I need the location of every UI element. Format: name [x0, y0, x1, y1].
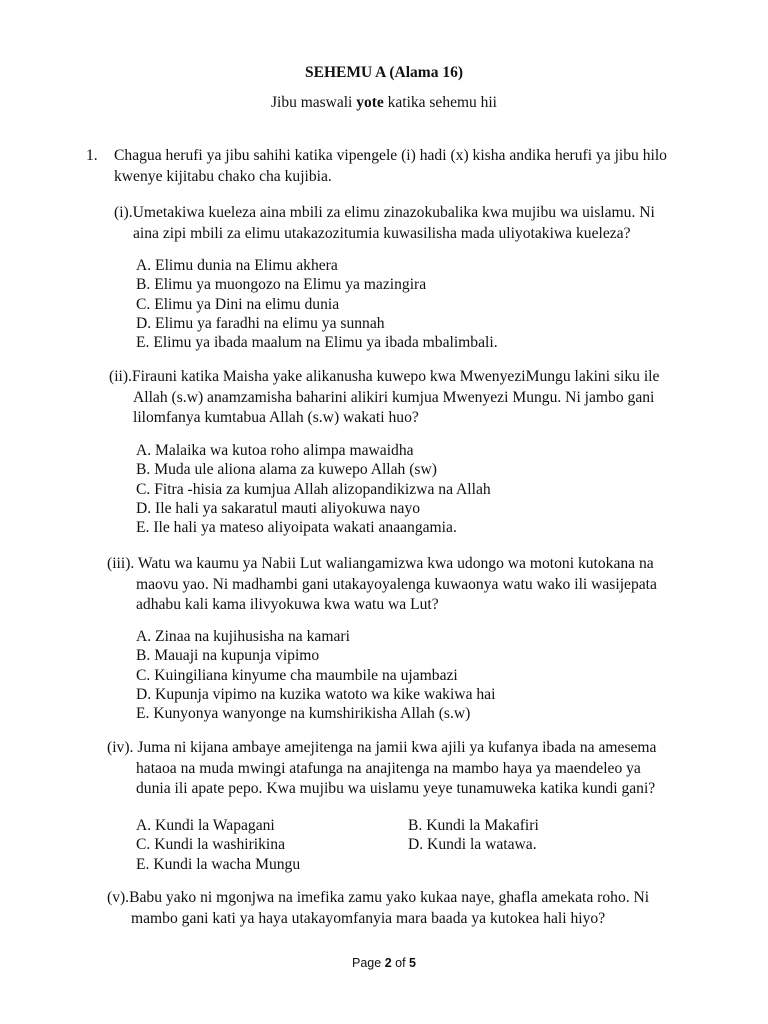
question-number: 1. — [86, 147, 98, 164]
option-a: A. Kundi la Wapagani — [136, 817, 275, 834]
page-footer — [0, 953, 768, 973]
item-ii — [109, 367, 659, 429]
item-label: (iv). — [107, 739, 134, 756]
section-title: SEHEMU A (Alama 16) — [304, 64, 464, 81]
item-line: mambo gani kati ya haya utakayomfanyia mara baada ya kutokea hali hiyo? — [131, 909, 606, 927]
option-d: D. Kupunja vipimo na kuzika watoto wa kike wakiwa hai — [136, 685, 496, 703]
instruction-suffix: katika sehemu hii — [383, 94, 497, 111]
item-line: lilomfanya kumtabua Allah (s.w) wakati huo? — [133, 409, 419, 426]
options-i — [136, 256, 498, 352]
item-line: dunia ili apate pepo. Kwa mujibu wa uislamu yeye tunamuweka katika kundi gani? — [136, 780, 656, 797]
footer-prefix: Page — [352, 956, 385, 970]
footer-total-pages: 5 — [409, 956, 416, 970]
option-c: C. Kundi la washirikina — [136, 836, 285, 854]
item-label: (i). — [114, 204, 133, 221]
item-iv — [107, 738, 656, 800]
option-e: E. Kundi la wacha Mungu — [136, 855, 301, 873]
item-line — [107, 738, 656, 759]
option-b: B. Kundi la Makafiri — [408, 817, 539, 834]
item-label: (v). — [107, 889, 130, 906]
item-v — [107, 888, 649, 929]
stem-line: Chagua herufi ya jibu sahihi katika vipengele (i) hadi (x) kisha andika herufi ya jibu hilo — [114, 147, 667, 164]
option-c: C. Kuingiliana kinyume cha maumbile na ujambazi — [136, 666, 458, 684]
section-instruction — [0, 93, 768, 113]
option-e: E. Ile hali ya mateso aliyoipata wakati anaangamia. — [136, 519, 457, 537]
item-line: aina zipi mbili za elimu utakazozitumia kuwasilisha mada uliyotakiwa kueleza? — [133, 224, 631, 242]
option-c: C. Elimu ya Dini na elimu dunia — [136, 295, 340, 313]
footer-current-page: 2 — [384, 956, 392, 970]
option-d: D. Kundi la watawa. — [408, 836, 537, 854]
option-d: D. Ile hali ya sakaratul mauti aliyokuwa nayo — [136, 499, 421, 517]
option-d: D. Elimu ya faradhi na elimu ya sunnah — [136, 314, 385, 332]
option-b: B. Mauaji na kupunja vipimo — [136, 647, 320, 665]
item-text: Umetakiwa kueleza aina mbili za elimu zinazokubalika kwa mujibu wa uislamu. Ni — [132, 204, 655, 221]
option-e: E. Kunyonya wanyonge na kumshirikisha Allah (s.w) — [136, 705, 471, 723]
option-b: B. Muda ule aliona alama za kuwepo Allah (sw) — [136, 461, 437, 479]
options-iv-left — [136, 816, 300, 874]
option-e: E. Elimu ya ibada maalum na Elimu ya ibada mbalimbali. — [136, 334, 498, 352]
option-a: A. Elimu dunia na Elimu akhera — [136, 257, 338, 274]
instruction-prefix: Jibu maswali — [270, 94, 357, 111]
item-line — [107, 554, 657, 575]
option-c: C. Fitra -hisia za kumjua Allah alizopandikizwa na Allah — [136, 480, 491, 498]
item-text: Juma ni kijana ambaye amejitenga na jamii kwa ajili ya kufanya ibada na amesema — [137, 739, 657, 756]
options-ii — [136, 441, 491, 537]
option-a: A. Malaika wa kutoa roho alimpa mawaidha — [136, 442, 414, 459]
footer-middle: of — [391, 956, 410, 970]
item-line — [107, 888, 649, 909]
option-a: A. Zinaa na kujihusisha na kamari — [136, 628, 350, 645]
item-line: hataoa na muda mwingi atafunga na anajitenga na mambo haya ya maendeleo ya — [136, 759, 641, 777]
stem-line: kwenye kijitabu chako cha kujibia. — [114, 167, 332, 185]
question-stem — [114, 146, 667, 187]
options-iv-right — [408, 816, 539, 855]
item-iii — [107, 554, 657, 616]
item-label: (iii). — [107, 555, 135, 572]
instruction-bold: yote — [356, 94, 384, 111]
item-text: Firauni katika Maisha yake alikanusha kuwepo kwa MwenyeziMungu lakini siku ile — [131, 368, 660, 385]
options-iii — [136, 627, 495, 723]
item-label: (ii). — [109, 368, 132, 385]
item-line: adhabu kali kama ilivyokuwa kwa watu wa Lut? — [136, 596, 439, 613]
item-line — [114, 203, 655, 224]
item-line: maovu yao. Ni madhambi gani utakayoyalenga kuwaonya watu wako ili wasijepata — [136, 575, 657, 593]
item-line — [109, 367, 659, 388]
option-b: B. Elimu ya muongozo na Elimu ya mazingira — [136, 276, 427, 294]
item-i — [114, 203, 655, 244]
item-line: Allah (s.w) anamzamisha baharini alikiri kumjua Mwenyezi Mungu. Ni jambo gani — [133, 388, 655, 406]
item-text: Babu yako ni mgonjwa na imefika zamu yako kukaa naye, ghafla amekata roho. Ni — [129, 889, 650, 906]
item-text: Watu wa kaumu ya Nabii Lut waliangamizwa kwa udongo wa motoni kutokana na — [137, 555, 654, 572]
